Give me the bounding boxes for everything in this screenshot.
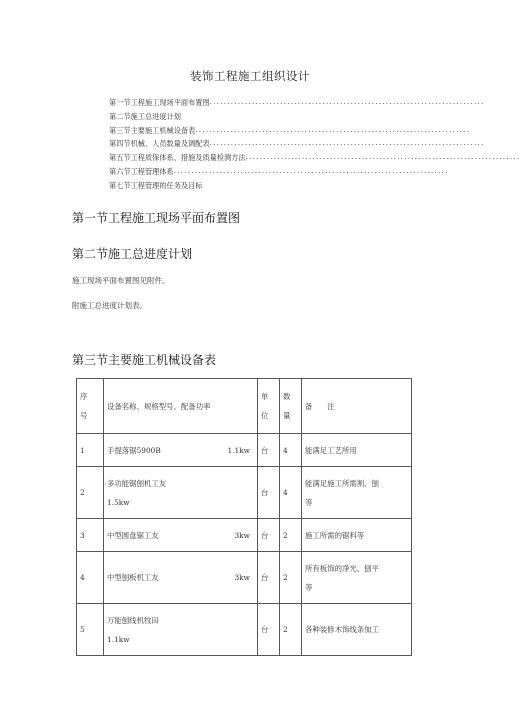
toc-item[interactable] — [109, 151, 521, 165]
cell-qty: 2 — [280, 519, 302, 552]
toc-leader-dots: .............................................................................. — [173, 166, 449, 175]
toc-label: 第二节施工总进度计划 — [109, 111, 181, 121]
header-remark: 备 注 — [302, 379, 412, 434]
table-row — [77, 519, 412, 552]
paragraph: 施工现场平面布置图见附件。 — [72, 276, 170, 285]
cell-qty: 4 — [280, 467, 302, 519]
toc-label: 第七节工程管理的任务及目标 — [109, 180, 203, 190]
cell-remark: 各种装修木饰线条加工 — [302, 604, 412, 656]
cell-no: 3 — [77, 519, 104, 552]
cell-remark: 能满足工艺所用 — [302, 434, 412, 467]
section-heading-2: 第二节施工总进度计划 — [72, 247, 193, 261]
cell-no: 1 — [77, 434, 104, 467]
table-row — [77, 467, 412, 519]
toc-item[interactable] — [109, 137, 485, 151]
cell-no: 4 — [77, 552, 104, 604]
toc-label: 第四节机械、人员数量及调配表 — [109, 139, 210, 149]
section-heading-1: 第一节工程施工现场平面布置图 — [72, 211, 241, 225]
paragraph: 附施工总进度计划表。 — [72, 301, 147, 310]
header-unit: 单 位 — [258, 379, 280, 434]
cell-remark: 能满足施工所需割、刨 等 — [302, 467, 412, 519]
cell-qty: 4 — [280, 434, 302, 467]
cell-remark: 所有板饰的净光、刨平 等 — [302, 552, 412, 604]
table-row — [77, 434, 412, 467]
toc-item[interactable] — [109, 165, 449, 179]
toc-label: 第六节工程管理体系 — [109, 166, 174, 176]
equipment-table — [76, 378, 412, 656]
table-row — [77, 604, 412, 656]
header-qty: 数 量 — [280, 379, 302, 434]
cell-unit: 台 — [258, 552, 280, 604]
cell-unit: 台 — [258, 604, 280, 656]
toc-leader-dots: .............................................................................. — [209, 98, 485, 106]
cell-unit: 台 — [258, 434, 280, 467]
header-name: 设备名称、规格型号、配备功率 — [104, 379, 258, 434]
toc-item[interactable] — [109, 110, 421, 124]
toc-leader-dots: .............................................................................. — [195, 125, 471, 134]
cell-qty: 2 — [280, 604, 302, 656]
toc-label: 第三节主要施工机械设备表 — [109, 125, 196, 135]
cell-name: 多功能锯刨机工友 1.5kw — [104, 467, 258, 519]
cell-no: 2 — [77, 467, 104, 519]
section-heading-3: 第三节主要施工机械设备表 — [72, 353, 217, 367]
cell-no: 5 — [77, 604, 104, 656]
header-no: 序 号 — [77, 379, 104, 434]
table-row — [77, 552, 412, 604]
toc-leader-dots: .............................................................................. — [245, 153, 521, 162]
toc-label: 第五节工程质保体系、措施及质量检测方法 — [109, 153, 246, 163]
cell-remark: 施工所需的锯料等 — [302, 519, 412, 552]
table-header-row — [77, 379, 412, 434]
cell-unit: 台 — [258, 467, 280, 519]
toc-item[interactable] — [109, 179, 421, 193]
cell-name: 手提落锯5900B 1.1kw — [104, 434, 258, 467]
cell-name: 万能刨线机牧田 1.1kw — [104, 604, 258, 656]
table-of-contents — [109, 96, 521, 193]
cell-name: 中型刨板机工友 3kw — [104, 552, 258, 604]
toc-label: 第一节工程施工现场平面布置图 — [109, 98, 210, 107]
toc-leader-dots: .............................................................................. — [209, 139, 485, 148]
cell-qty: 2 — [280, 552, 302, 604]
toc-item[interactable] — [109, 96, 485, 110]
cell-name: 中型圆盘锯工友 3kw — [104, 519, 258, 552]
document-title: 装饰工程施工组织设计 — [190, 69, 310, 83]
cell-unit: 台 — [258, 519, 280, 552]
toc-item[interactable] — [109, 124, 471, 138]
